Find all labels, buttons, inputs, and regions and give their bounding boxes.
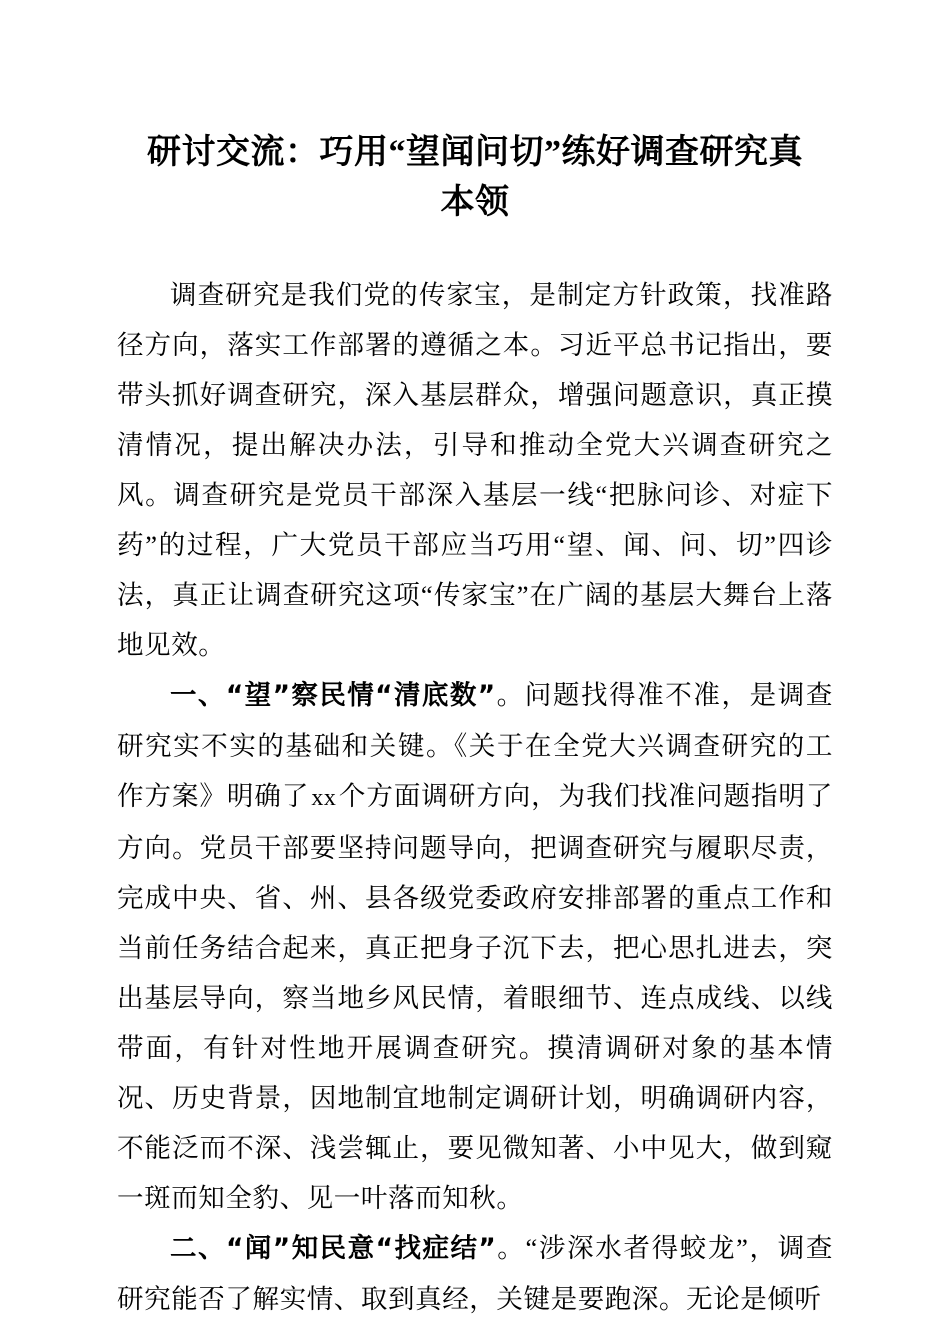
document-content-column	[117, 0, 833, 1324]
paragraph-section-two	[117, 1223, 833, 1324]
section-two-heading: 二、“闻”知民意“找症结”	[170, 1233, 497, 1264]
section-one-text-before-latin: 。问题找得准不准，是调查研究实不实的基础和关键。《关于在全党大兴调查研究的工作方案》明确了	[117, 680, 833, 811]
section-one-latin-placeholder: xx	[311, 785, 337, 811]
paragraph-section-one	[117, 670, 833, 1223]
section-two-text: 。“涉深水者得蛟龙”，调查研究能否了解实情、取到真经，关键是要跑深。无论是倾听	[117, 1233, 833, 1314]
section-one-text-after-latin: 个方面调研方向，为我们找准问题指明了方向。党员干部要坚持问题导向，把调查研究与履职尽责，完成中央、省、州、县各级党委政府安排部署的重点工作和当前任务结合起来，真正把身子沉下去，把心思扎进去，突出基层导向，察当地乡风民情，着眼细节、连点成线、以线带面，有针对性地开展调查研究。摸清调研对象的基本情况、历史背景，因地制宜地制定调研计划，明确调研内容，不能泛而不深、浅尝辄止，要见微知著、小中见大，做到窥一斑而知全豹、见一叶落而知秋。	[117, 781, 833, 1213]
page-title-line-1: 研讨交流：巧用“望闻问切”练好调查研究真	[147, 134, 803, 171]
paragraph-intro-text: 调查研究是我们党的传家宝，是制定方针政策，找准路径方向，落实工作部署的遵循之本。习近平总书记指出，要带头抓好调查研究，深入基层群众，增强问题意识，真正摸清情况，提出解决办法，引导和推动全党大兴调查研究之风。调查研究是党员干部深入基层一线“把脉问诊、对症下药”的过程，广大党员干部应当巧用“望、闻、问、切”四诊法，真正让调查研究这项“传家宝”在广阔的基层大舞台上落地见效。	[117, 280, 833, 660]
section-one-heading: 一、“望”察民情“清底数”	[170, 680, 496, 711]
page-title	[117, 0, 833, 228]
paragraph-intro	[117, 270, 833, 670]
page-title-line-2: 本领	[440, 184, 510, 221]
